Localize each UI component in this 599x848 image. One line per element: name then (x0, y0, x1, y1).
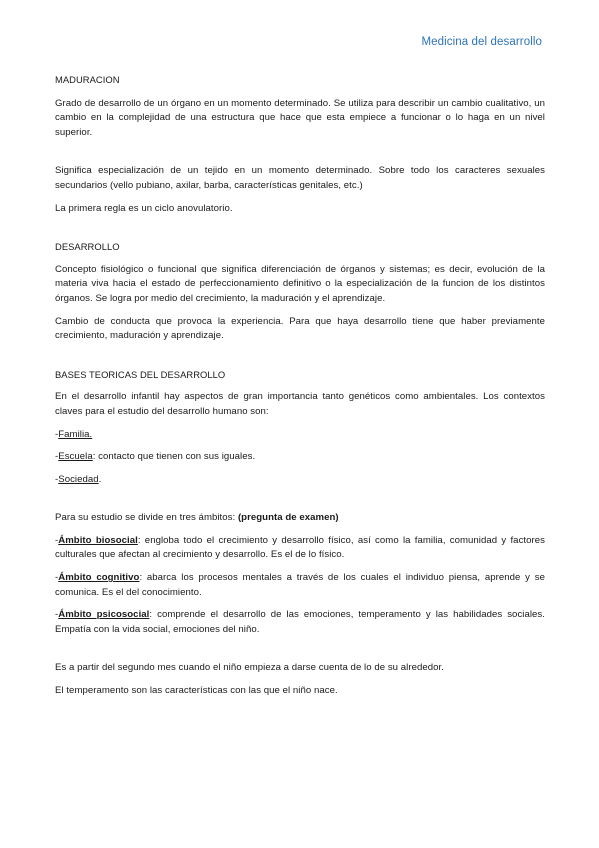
heading-desarrollo: DESARROLLO (55, 241, 120, 253)
list-item-sociedad (55, 473, 545, 488)
desc-ambito-cognitivo: : abarca los procesos mentales a través de los cuales el individuo piensa, aprende y se comunica. Es el del conocimiento. (55, 572, 545, 598)
paragraph-bases-intro: En el desarrollo infantil hay aspectos de gran importancia tanto genéticos como ambientales. Los contextos claves para el estudio del desarrollo humano son: (55, 391, 545, 417)
term-ambito-cognitivo: Ámbito cognitivo (58, 572, 140, 584)
list-item-ambito-cognitivo (55, 571, 545, 600)
list-item-ambito-biosocial (55, 534, 545, 563)
desc-ambito-psicosocial: : comprende el desarrollo de las emociones, temperamento y las habilidades sociales. Empatía con la vida social, emociones del niño. (55, 609, 545, 635)
term-sociedad: Sociedad (58, 473, 99, 485)
list-item-ambito-psicosocial (55, 608, 545, 637)
paragraph-second-month: Es a partir del segundo mes cuando el niño empieza a darse cuenta de lo de su alrededor. (55, 662, 444, 674)
term-escuela: Escuela (58, 451, 93, 463)
paragraph-temperament: El temperamento son las características con las que el niño nace. (55, 685, 338, 697)
list-dash: - (55, 609, 59, 621)
ambitos-intro-text: Para su estudio se divide en tres ámbitos: (55, 512, 238, 524)
heading-maduracion: MADURACION (55, 74, 120, 85)
list-item-escuela (55, 450, 545, 465)
desc-sociedad: . (98, 473, 102, 485)
desc-escuela: : contacto que tienen con sus iguales. (92, 451, 256, 463)
term-ambito-psicosocial: Ámbito psicosocial (58, 609, 150, 621)
list-item-familia (55, 428, 545, 443)
term-ambito-biosocial: Ámbito biosocial (58, 534, 138, 546)
paragraph-maduracion-specialization: Significa especialización de un tejido en un momento determinado. Sobre todo los caracteres sexuales secundarios (vello pubiano, axilar, barba, características genitales, etc.) (55, 165, 545, 191)
paragraph-desarrollo-concept: Concepto fisiológico o funcional que significa diferenciación de órganos y sistemas; es decir, evolución de la materia viva hacia el estado de perfeccionamiento definitivo o la especialización de la funcion de los distintos órganos. Se logra por medio del crecimiento, la maduración y el aprendizaje. (55, 263, 545, 304)
ambitos-intro-exam-note: (pregunta de examen) (237, 512, 339, 524)
list-dash: - (55, 451, 59, 463)
paragraph-desarrollo-change: Cambio de conducta que provoca la experiencia. Para que haya desarrollo tiene que haber previamente crecimiento, maduración y aprendizaje. (55, 315, 545, 342)
list-dash: - (55, 428, 59, 440)
term-familia: Familia. (58, 428, 93, 440)
list-dash: - (55, 473, 59, 485)
paragraph-maduracion-definition: Grado de desarrollo de un órgano en un momento determinado. Se utiliza para describir un cambio cualitativo, un cambio en la complejidad de una estructura que hace que esta empiece a funcionar o lo haga en un nivel superior. (55, 97, 545, 138)
paragraph-ambitos-intro (55, 511, 545, 526)
heading-bases-teoricas: BASES TEORICAS DEL DESARROLLO (55, 368, 226, 380)
list-dash: - (55, 572, 59, 584)
desc-ambito-biosocial: : engloba todo el crecimiento y desarrollo físico, así como la familia, comunidad y factores culturales que afectan al crecimiento y desarrollo. Es el de lo físico. (55, 534, 545, 561)
document-body (55, 73, 545, 699)
list-dash: - (55, 534, 59, 546)
page-header-title: Medicina del desarrollo (421, 36, 542, 48)
paragraph-maduracion-first-period: La primera regla es un ciclo anovulatorio. (55, 202, 233, 214)
